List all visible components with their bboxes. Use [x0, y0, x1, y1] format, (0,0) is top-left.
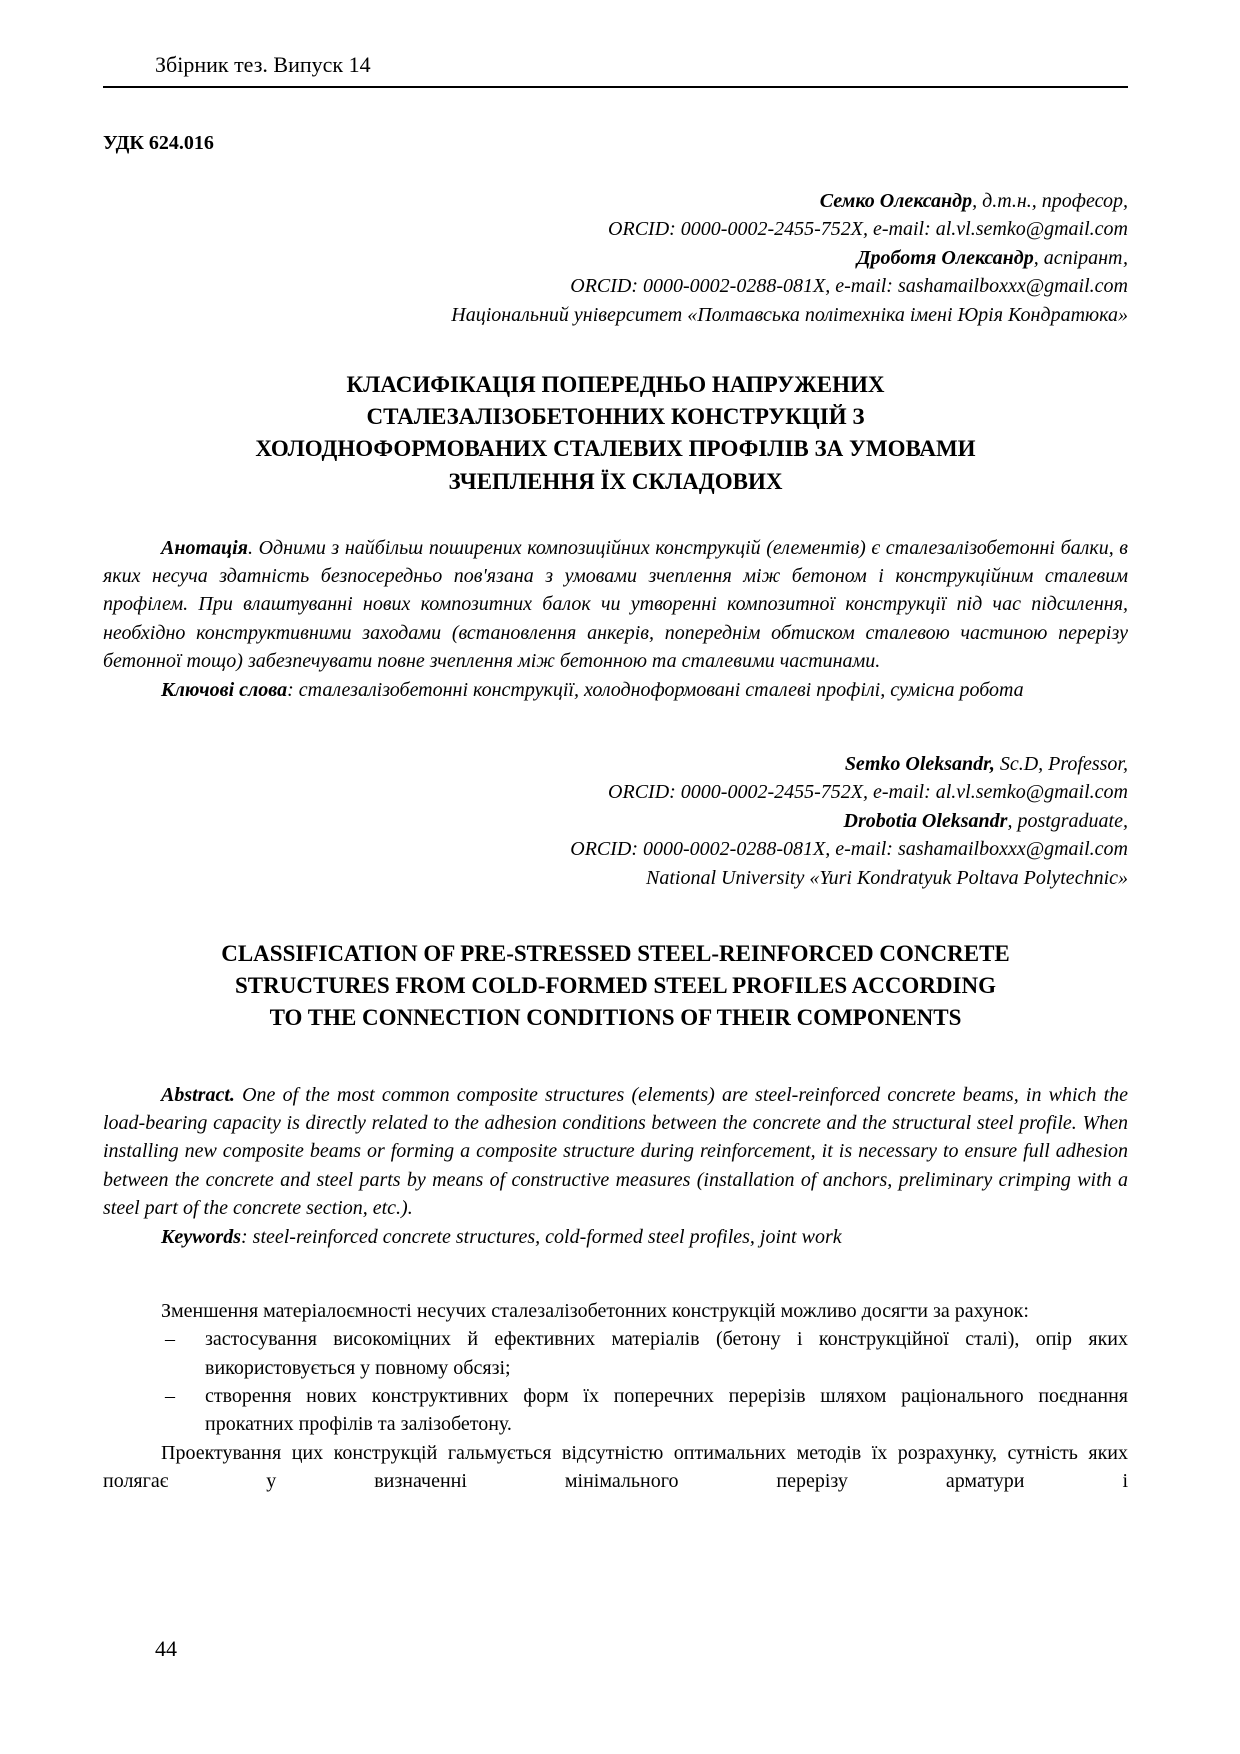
title-en-line: CLASSIFICATION OF PRE-STRESSED STEEL-REINFORCED CONCRETE: [221, 941, 1010, 966]
author-name-ua-1: Семко Олександр: [819, 190, 973, 212]
keywords-ua: [103, 676, 1128, 704]
title-ua-line: КЛАСИФІКАЦІЯ ПОПЕРЕДНЬО НАПРУЖЕНИХ: [346, 371, 885, 397]
author-orcid-ua-1: ORCID: 0000-0002-2455-752X, e-mail: al.vl.semko@gmail.com: [608, 218, 1128, 241]
body-paragraph-1: Зменшення матеріалоємності несучих сталезалізобетонних конструкцій можливо досягти за рахунок:: [161, 1299, 1029, 1322]
author-orcid-ua-2: ORCID: 0000-0002-0288-081X, e-mail: sashamailboxxx@gmail.com: [570, 275, 1128, 298]
abstract-ua: [103, 534, 1128, 704]
authors-block-en: [103, 750, 1128, 892]
author-name-en-1: Semko Oleksandr,: [844, 753, 995, 776]
running-header: [103, 52, 1128, 86]
affiliation-en: National University «Yuri Kondratyuk Poltava Polytechnic»: [646, 866, 1128, 889]
list-item: [103, 1325, 1128, 1382]
keywords-ua-label: Ключові слова: [161, 678, 288, 701]
title-en: [103, 938, 1128, 1035]
list-item-text: застосування високоміцних й ефективних матеріалів (бетону і конструкційної сталі), опір яких використовується у повному обсязі;: [205, 1328, 1128, 1379]
title-ua-line: СТАЛЕЗАЛІЗОБЕТОННИХ КОНСТРУКЦІЙ З: [366, 404, 865, 430]
affiliation-ua: Національний університет «Полтавська політехніка імені Юрія Кондратюка»: [451, 303, 1128, 326]
running-header-text: Збірник тез. Випуск 14: [155, 52, 371, 77]
author-line-ua-1: [103, 187, 1128, 215]
author-role-ua-2: , аспірант,: [1033, 246, 1128, 269]
udc-code: УДК 624.016: [103, 132, 214, 154]
title-ua: [103, 369, 1128, 498]
abstract-en-label: Abstract.: [161, 1083, 235, 1106]
author-role-en-2: , postgraduate,: [1007, 809, 1128, 832]
list-item-text: створення нових конструктивних форм їх поперечних перерізів шляхом раціонального поєднання прокатних профілів та залізобетону.: [205, 1385, 1128, 1436]
abstract-ua-text: . Одними з найбільш поширених композиційних конструкцій (елементів) є сталезалізобетонні балки, в яких несуча здатність безпосередньо пов'язана з умовами зчеплення між бетоном і конструкційним сталевим профілем. При влаштуванні нових композитних балок чи утворенні композитної конструкції під час підсилення, необхідно конструктивними заходами (встановлення анкерів, попереднім обтиском сталевою частиною перерізу бетонної тощо) забезпечувати повне зчеплення між бетонною та сталевими частинами.: [103, 536, 1128, 673]
dash-list: [103, 1325, 1128, 1439]
title-ua-line: ЗЧЕПЛЕННЯ ЇХ СКЛАДОВИХ: [448, 468, 783, 494]
author-orcid-en-2: ORCID: 0000-0002-0288-081X, e-mail: sashamailboxxx@gmail.com: [570, 838, 1128, 861]
abstract-en: [103, 1081, 1128, 1251]
title-ua-line: ХОЛОДНОФОРМОВАНИХ СТАЛЕВИХ ПРОФІЛІВ ЗА УМОВАМИ: [255, 436, 976, 462]
author-line-en-1: [103, 750, 1128, 778]
body-paragraph-2: Проектування цих конструкцій гальмується відсутністю оптимальних методів їх розрахунку, сутність яких полягає у визначенні мінімального перерізу арматури і: [103, 1441, 1128, 1493]
author-role-en-1: Sc.D, Professor,: [994, 753, 1128, 776]
author-name-ua-2: Дроботя Олександр: [856, 246, 1034, 269]
abstract-ua-paragraph: [103, 534, 1128, 676]
title-en-line: TO THE CONNECTION CONDITIONS OF THEIR COMPONENTS: [269, 1005, 962, 1031]
header-divider: [103, 86, 1128, 88]
author-role-ua-1: , д.т.н., професор,: [972, 190, 1128, 212]
page-number: 44: [155, 1636, 177, 1661]
list-dash-marker: –: [165, 1328, 175, 1351]
abstract-en-text: One of the most common composite structures (elements) are steel-reinforced concrete beams, in which the load-bearing capacity is directly related to the adhesion conditions between the concrete and the structural steel profile. When installing new composite beams or forming a composite structure during reinforcement, it is necessary to ensure full adhesion between the concrete and steel parts by means of constructive measures (installation of anchors, preliminary crimping with a steel part of the concrete section, etc.).: [103, 1083, 1128, 1220]
authors-block-ua: [103, 187, 1128, 329]
list-dash-marker: –: [165, 1385, 175, 1408]
keywords-en: [103, 1223, 1128, 1251]
keywords-ua-text: : сталезалізобетонні конструкції, холодноформовані сталеві профілі, сумісна робота: [287, 678, 1024, 701]
author-orcid-en-1: ORCID: 0000-0002-2455-752X, e-mail: al.vl.semko@gmail.com: [608, 781, 1128, 804]
keywords-en-label: Keywords: [161, 1225, 241, 1248]
abstract-en-paragraph: [103, 1081, 1128, 1223]
body-section: [103, 1297, 1128, 1496]
author-line-en-2: [103, 807, 1128, 835]
author-line-ua-2: [103, 244, 1128, 272]
list-item: [103, 1382, 1128, 1439]
author-name-en-2: Drobotia Oleksandr: [843, 809, 1008, 832]
keywords-en-text: : steel-reinforced concrete structures, cold-formed steel profiles, joint work: [241, 1225, 842, 1248]
abstract-ua-label: Анотація: [161, 536, 248, 559]
title-en-line: STRUCTURES FROM COLD-FORMED STEEL PROFILES ACCORDING: [234, 973, 996, 999]
